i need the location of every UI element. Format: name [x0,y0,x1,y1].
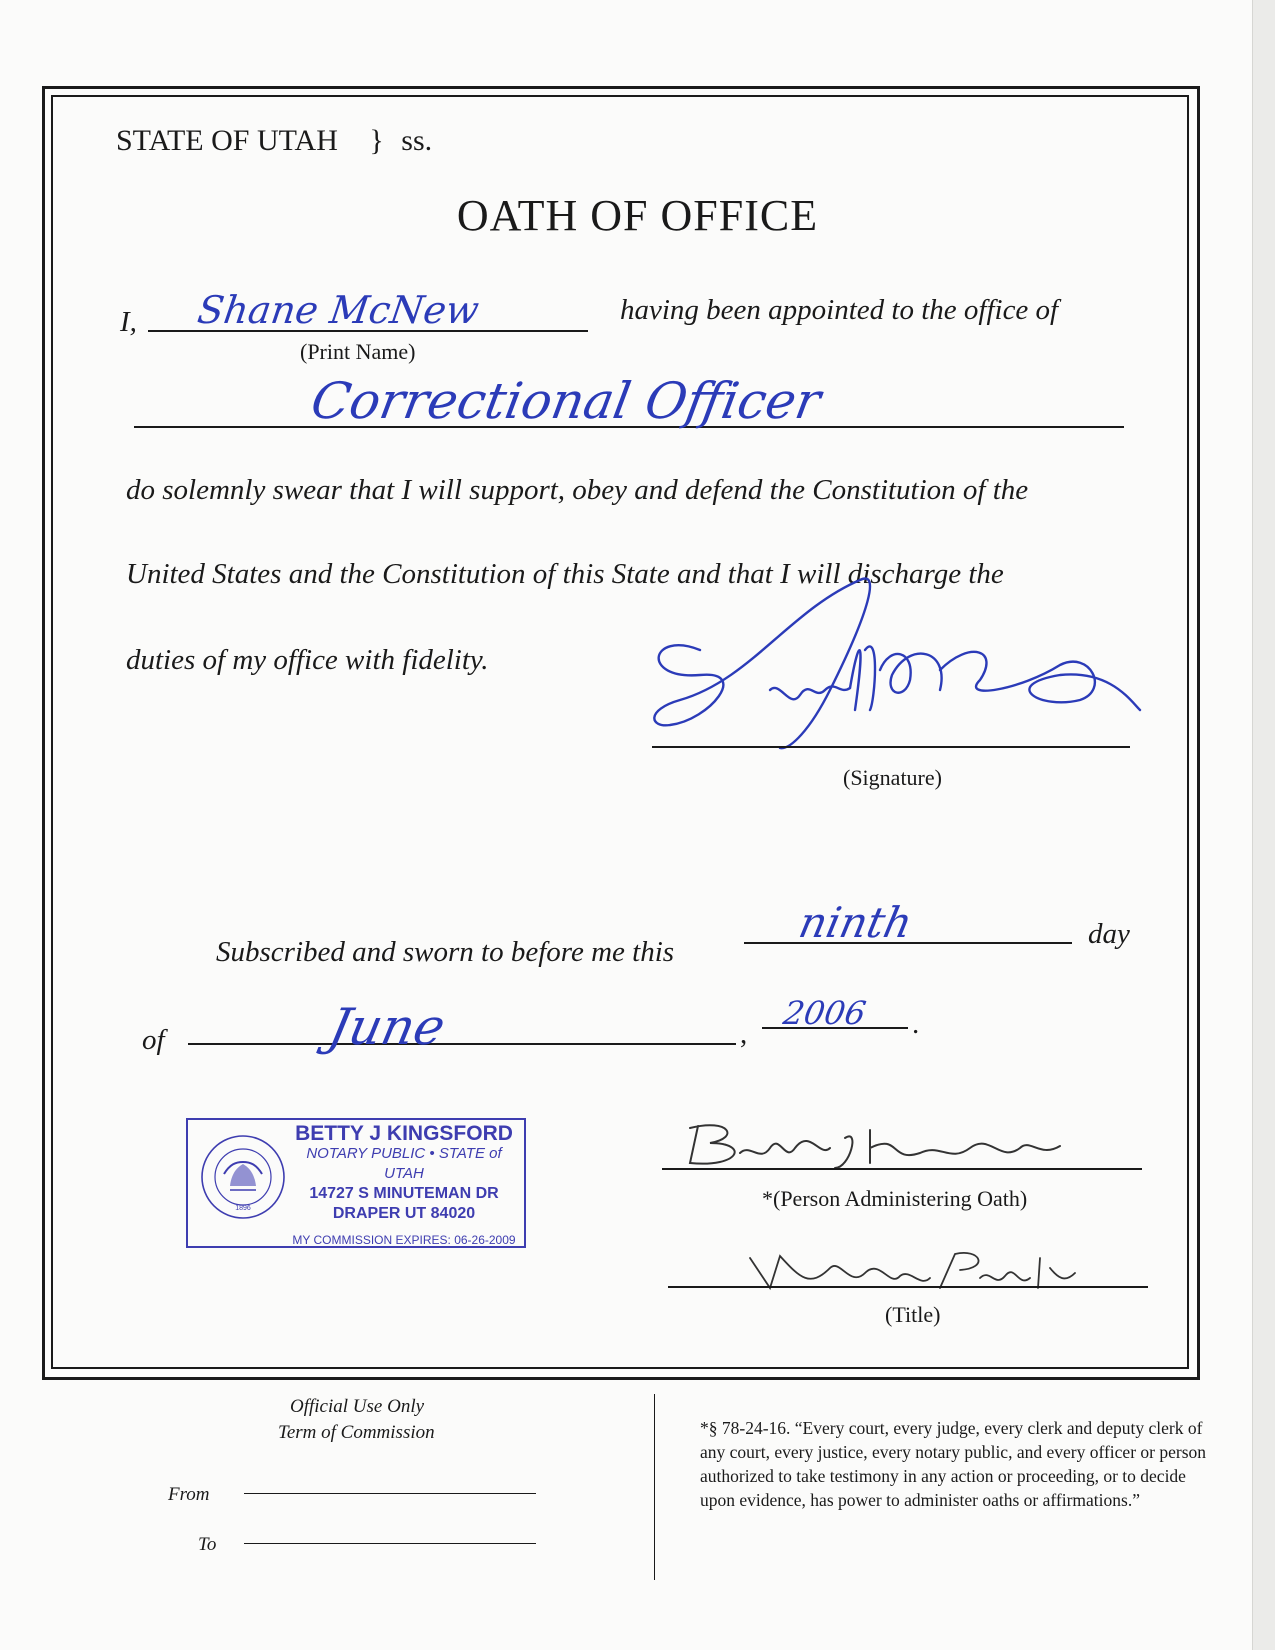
term-heading: Term of Commission [278,1422,435,1443]
oath-line-2: United States and the Constitution of this State and that I will discharge the [126,558,1004,590]
handwritten-month: June [323,998,451,1056]
oath-signature [640,570,1160,770]
day-line [744,942,1072,944]
ss-label: ss. [401,124,433,157]
i-prefix: I, [120,306,137,338]
statute-footnote: *§ 78-24-16. “Every court, every judge, every clerk and deputy clerk of any court, every justice, every notary public, and every officer or person authorized to take testimony in any action or proceeding, or to decide upon evidence, has power to administer oaths or affirmations.” [700,1418,1207,1510]
stamp-name: BETTY J KINGSFORD [295,1122,513,1145]
official-use-heading: Official Use Only [290,1396,425,1417]
oath-line-1: do solemnly swear that I will support, obey and defend the Constitution of the [126,474,1029,506]
day-word: day [1088,918,1130,950]
month-line [188,1043,736,1045]
state-seal-icon [200,1134,286,1220]
to-line [244,1543,536,1544]
signature-caption: (Signature) [843,765,942,790]
seal-year: 1896 [235,1205,251,1212]
to-label: To [198,1534,217,1555]
state-name: STATE OF UTAH [116,124,338,157]
page-title: OATH OF OFFICE [456,191,819,240]
state-heading [116,124,432,158]
administering-caption: *(Person Administering Oath) [762,1186,1028,1211]
signature-line [652,746,1130,748]
of-word: of [142,1024,165,1056]
handwritten-office: Correctional Officer [306,372,825,430]
oath-line-3: duties of my office with fidelity. [126,644,489,676]
handwritten-day: ninth [794,898,917,947]
stamp-expiration: MY COMMISSION EXPIRES: 06-26-2009 [292,1233,516,1247]
footer-divider [654,1394,655,1580]
appointed-text: having been appointed to the office of [620,294,1059,326]
notary-title-handwriting [740,1248,1080,1296]
comma: , [740,1018,748,1050]
notary-stamp [186,1118,526,1248]
page-edge [1252,0,1275,1650]
handwritten-name: Shane McNew [194,288,482,332]
brace: } [369,124,384,157]
handwritten-year: 2006 [780,994,869,1032]
administering-line [662,1168,1142,1170]
period: . [912,1008,920,1040]
subscribed-text: Subscribed and sworn to before me this [216,936,675,968]
stamp-address-1: 14727 S MINUTEMAN DR [309,1185,499,1202]
title-caption: (Title) [885,1302,941,1327]
print-name-caption: (Print Name) [300,339,416,364]
from-line [244,1493,536,1494]
stamp-notary-line: NOTARY PUBLIC • STATE of UTAH [306,1145,502,1182]
stamp-address-2: DRAPER UT 84020 [332,1205,476,1222]
from-label: From [168,1484,210,1505]
title-line [668,1286,1148,1288]
